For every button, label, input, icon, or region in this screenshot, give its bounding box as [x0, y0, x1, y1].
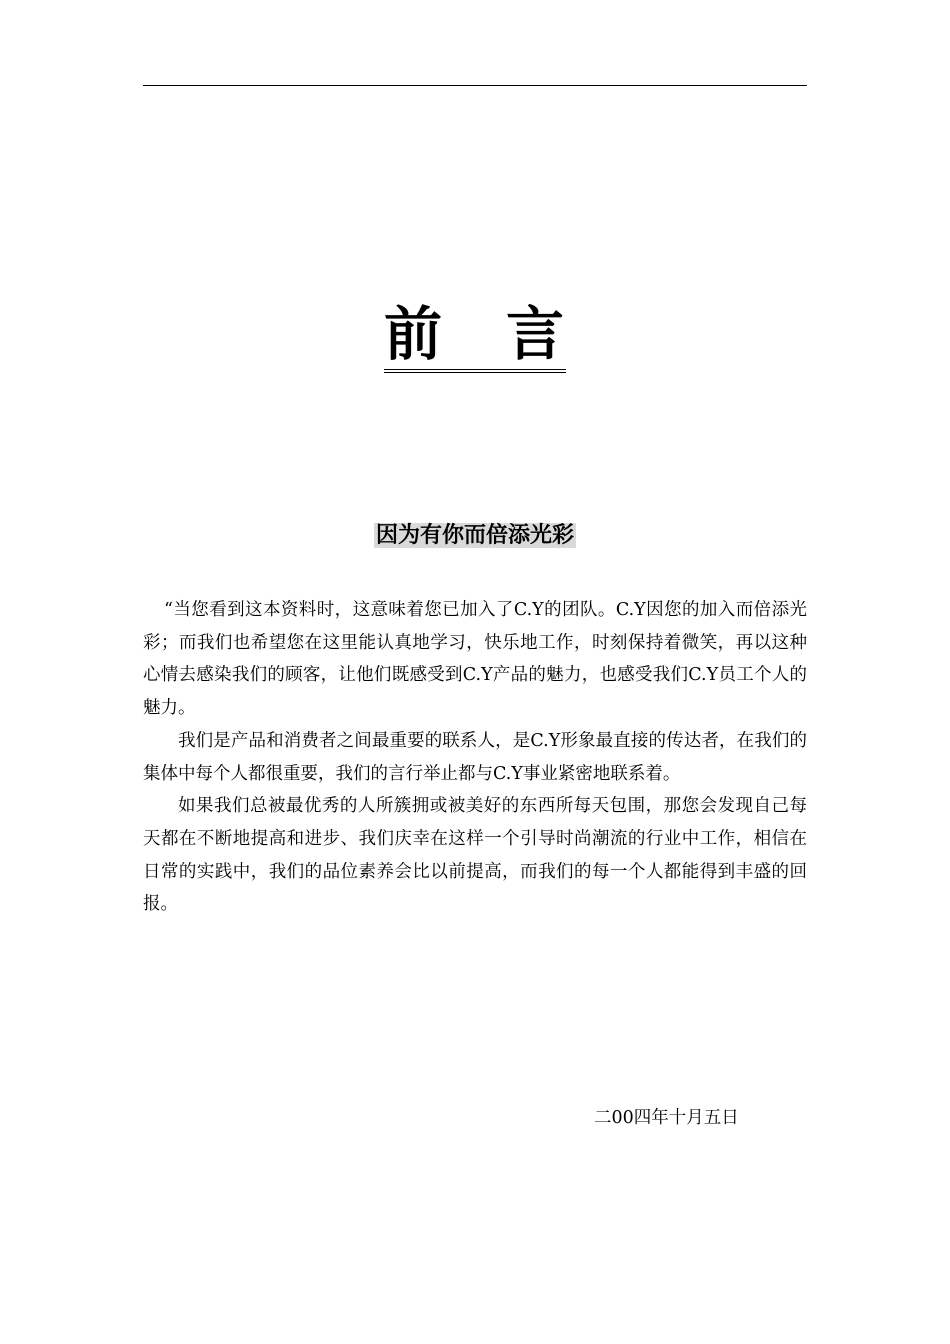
page-title-char-1: 前: [383, 300, 444, 368]
subtitle-highlighted: 因为有你而倍添光彩: [375, 523, 574, 548]
paragraph-2: 我们是产品和消费者之间最重要的联系人，是C.Y形象最直接的传达者，在我们的集体中每个人都很重要，我们的言行举止都与C.Y事业紧密地联系着。: [143, 730, 807, 784]
subtitle: [0, 520, 950, 552]
page-title: [0, 296, 950, 373]
date: 二00四年十月五日: [594, 1108, 739, 1128]
paragraph-1: “当您看到这本资料时，这意味着您已加入了C.Y的团队。C.Y因您的加入而倍添光彩；而我们也希望您在这里能认真地学习，快乐地工作，时刻保持着微笑，再以这种心情去感染我们的顾客，让他们既感受到C.Y产品的魅力，也感受我们C.Y员工个人的魅力。: [143, 600, 807, 719]
body-text: [143, 594, 807, 921]
page-title-underlined: [384, 301, 566, 373]
paragraph-3: 如果我们总被最优秀的人所簇拥或被美好的东西所每天包围，那您会发现自己每天都在不断地提高和进步、我们庆幸在这样一个引导时尚潮流的行业中工作，相信在日常的实践中，我们的品位素养会比以前提高，而我们的每一个人都能得到丰盛的回报。: [143, 796, 807, 915]
header-rule: [143, 85, 807, 86]
page-title-char-2: 言: [506, 300, 567, 368]
